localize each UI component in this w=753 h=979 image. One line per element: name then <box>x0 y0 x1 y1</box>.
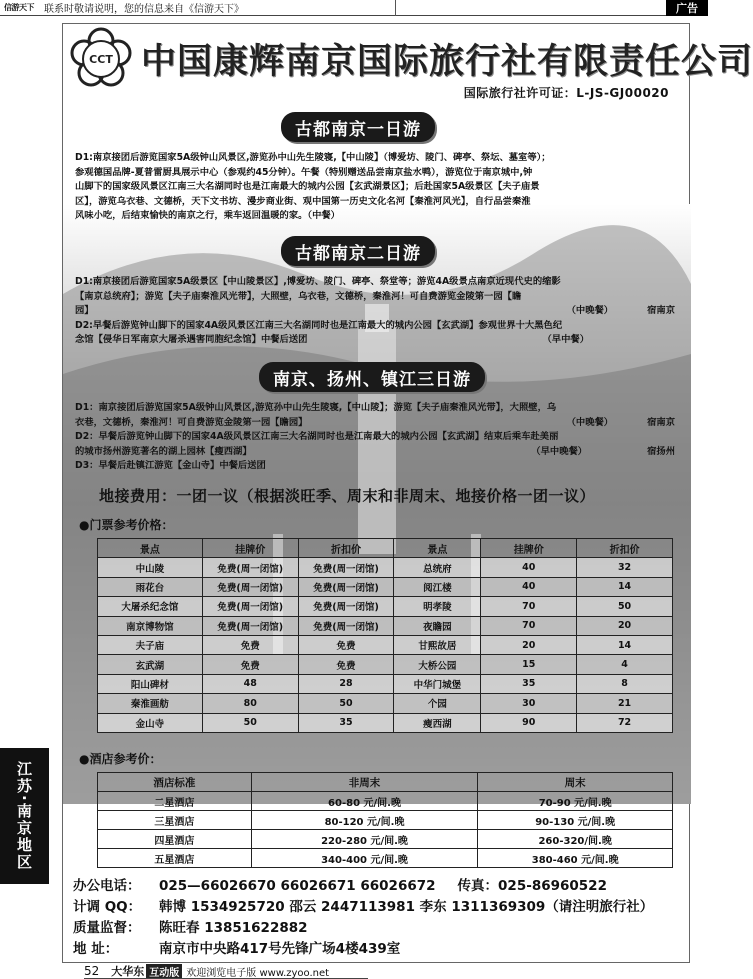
table-cell: 260-320/间.晚 <box>478 830 673 849</box>
hotel-price-table <box>97 772 673 868</box>
fax-label: 传真： <box>457 878 499 894</box>
table-cell: 50 <box>577 597 673 616</box>
company-name: 中国康辉南京国际旅行社有限责任公司 <box>141 42 753 82</box>
table-cell: 50 <box>202 713 298 732</box>
divider <box>395 0 396 16</box>
table-cell: 明孝陵 <box>394 597 481 616</box>
table-cell: 夫子庙 <box>98 635 203 654</box>
phone-row <box>73 876 683 897</box>
table-cell: 大桥公园 <box>394 655 481 674</box>
table-row <box>98 849 673 868</box>
table-cell: 60-80 元/间.晚 <box>251 792 478 811</box>
table-cell: 个园 <box>394 694 481 713</box>
tour1-title: 古都南京一日游 <box>281 112 435 142</box>
table-cell: 70-90 元/间.晚 <box>478 792 673 811</box>
table-cell: 瘦西湖 <box>394 713 481 732</box>
tour3-line: D1：南京接团后游览国家5A级钟山风景区,游览孙中山先生陵寝,【中山陵】；游览【夫子庙秦淮风光带】，大照壁，乌 <box>75 402 557 413</box>
table-cell: 380-460 元/间.晚 <box>478 849 673 868</box>
table-row <box>98 558 673 577</box>
overnight-note: 宿南京 <box>647 305 675 316</box>
tour3-line <box>75 445 675 460</box>
ticket-price-table <box>97 538 673 733</box>
meal-note: （早中晚餐） <box>531 445 588 457</box>
tour2-line <box>75 333 675 348</box>
table-cell: 甘熙故居 <box>394 635 481 654</box>
tour3-itinerary <box>75 401 675 474</box>
address-label: 地 址： <box>73 941 119 957</box>
top-bar <box>0 0 708 16</box>
address-row <box>73 939 683 960</box>
table-cell: 72 <box>577 713 673 732</box>
page-footer <box>0 963 708 979</box>
tour2-line-text: 园】 <box>75 305 94 316</box>
magazine-logo: 信游天下 <box>4 3 34 12</box>
tour2-line: 【南京总统府】；游览【夫子庙秦淮风光带】，大照壁，乌衣巷，文德桥，秦淮河！可自费游览金陵第一园【瞻 <box>75 290 522 302</box>
qq-row <box>73 897 683 918</box>
table-cell: 32 <box>577 558 673 577</box>
table-cell: 21 <box>577 694 673 713</box>
meal-note: （早中餐） <box>542 334 589 345</box>
cct-logo-icon <box>71 28 131 88</box>
table-row <box>98 635 673 654</box>
tour2-line-text: 念馆【侵华日军南京大屠杀遇害同胞纪念馆】中餐后送团 <box>75 334 308 345</box>
table-cell: 30 <box>481 694 577 713</box>
table-cell: 340-400 元/间.晚 <box>251 849 478 868</box>
table-cell: 免费 <box>202 655 298 674</box>
table-cell: 50 <box>298 694 394 713</box>
ad-label: 广告 <box>666 0 708 16</box>
table-cell: 40 <box>481 558 577 577</box>
table-cell: 20 <box>577 616 673 635</box>
table-cell: 中山陵 <box>98 558 203 577</box>
logo-text: CCT <box>89 53 113 66</box>
table-header: 折扣价 <box>577 539 673 558</box>
tour3-line-text: 衣巷，文德桥，秦淮河！可自费游览金陵第一园【瞻园】 <box>75 416 308 428</box>
table-row <box>98 655 673 674</box>
table-cell: 28 <box>298 674 394 693</box>
table-cell: 雨花台 <box>98 577 203 596</box>
table-cell: 中华门城堡 <box>394 674 481 693</box>
table-cell: 90-130 元/间.晚 <box>478 811 673 830</box>
table-header-row <box>98 773 673 792</box>
tour2-line: D2:早餐后游览钟山脚下的国家4A级风景区江南三大名湖同时也是江南最大的城内公园【玄武湖】参观世界十大黑色纪 <box>75 319 563 331</box>
tour3-title: 南京、扬州、镇江三日游 <box>259 362 485 392</box>
table-header: 景点 <box>98 539 203 558</box>
table-header: 挂牌价 <box>202 539 298 558</box>
tour2-line: D1:南京接团后游览国家5A级景区【中山陵景区】,博爱坊、陵门、碑亭、祭堂等；游览4A级景点南京近现代史的缩影 <box>75 276 561 287</box>
table-cell: 70 <box>481 616 577 635</box>
tour1-itinerary <box>75 151 675 224</box>
region-sidebar <box>0 748 49 884</box>
table-cell: 15 <box>481 655 577 674</box>
table-cell: 免费(周一闭馆) <box>298 577 394 596</box>
page-number: 52 <box>84 964 100 978</box>
table-cell: 90 <box>481 713 577 732</box>
table-cell: 免费(周一闭馆) <box>202 616 298 635</box>
quality-label: 质量监督： <box>73 920 141 936</box>
table-cell: 夜瞻园 <box>394 616 481 635</box>
table-cell: 五星酒店 <box>98 849 252 868</box>
table-cell: 80 <box>202 694 298 713</box>
table-cell: 免费 <box>202 635 298 654</box>
table-cell: 金山寺 <box>98 713 203 732</box>
table-cell: 14 <box>577 577 673 596</box>
fax-value: 025-86960522 <box>498 878 607 894</box>
table-cell: 免费(周一闭馆) <box>298 558 394 577</box>
table-cell: 免费(周一闭馆) <box>298 616 394 635</box>
table-header: 景点 <box>394 539 481 558</box>
table-cell: 免费(周一闭馆) <box>202 597 298 616</box>
table-cell: 四星酒店 <box>98 830 252 849</box>
table-cell: 40 <box>481 577 577 596</box>
table-row <box>98 713 673 732</box>
table-row <box>98 811 673 830</box>
table-header: 周末 <box>478 773 673 792</box>
table-row <box>98 830 673 849</box>
table-cell: 阳山碑材 <box>98 674 203 693</box>
hotel-table-body <box>98 792 673 868</box>
table-row <box>98 694 673 713</box>
tour3-line-text: 的城市扬州游览著名的湖上园林【瘦西湖】 <box>75 445 252 457</box>
table-cell: 阅江楼 <box>394 577 481 596</box>
tour2-title: 古都南京二日游 <box>281 236 435 266</box>
ad-panel <box>62 23 753 963</box>
meal-note: （中晚餐） <box>566 305 614 316</box>
table-header: 非周末 <box>251 773 478 792</box>
ticket-heading: ●门票参考价格： <box>79 518 174 532</box>
tour3-line: D2：早餐后游览钟山脚下的国家4A级风景区江南三大名湖同时也是江南最大的城内公园【玄武湖】结束后乘车赴美丽 <box>75 431 559 442</box>
table-cell: 免费 <box>298 655 394 674</box>
qq-value: 韩博 1534925720 邵云 2447113981 李东 1311369309（请注明旅行社） <box>159 899 654 915</box>
tour2-itinerary <box>75 275 675 348</box>
license-number: 国际旅行社许可证：L-JS-GJ00020 <box>463 86 669 100</box>
tour1-line: 参观德国品牌-夏普雷厨具展示中心（参观约45分钟）。午餐（特别赠送品尝南京盐水鸭），游览位于南京城中,钟 <box>75 166 533 178</box>
table-cell: 总统府 <box>394 558 481 577</box>
table-header-row <box>98 539 673 558</box>
ticket-table-body <box>98 558 673 733</box>
table-header: 酒店标准 <box>98 773 252 792</box>
meal-note: （中晚餐） <box>566 416 614 428</box>
local-fee-note: 地接费用：一团一议（根据淡旺季、周末和非周末、地接价格一团一议） <box>99 487 596 505</box>
phone-label: 办公电话： <box>73 878 141 894</box>
table-cell: 35 <box>481 674 577 693</box>
table-cell: 秦淮画舫 <box>98 694 203 713</box>
tour1-line: D1:南京接团后游览国家5A级钟山风景区,游览孙中山先生陵寝,【中山陵】（博爱坊、陵门、碑亭、祭坛、墓室等）； <box>75 152 551 163</box>
table-row <box>98 616 673 635</box>
table-cell: 35 <box>298 713 394 732</box>
footer-website[interactable]: 欢迎浏览电子版 www.zyoo.net <box>186 967 330 979</box>
table-row <box>98 674 673 693</box>
quality-value: 陈旺春 13851622882 <box>159 920 308 936</box>
tour1-line: 风味小吃，后结束愉快的南京之行，乘车返回温暖的家。（中餐） <box>75 210 340 221</box>
table-cell: 免费 <box>298 635 394 654</box>
table-cell: 80-120 元/间.晚 <box>251 811 478 830</box>
footer-brand: 大华东 <box>111 965 145 978</box>
interactive-badge: 互动版 <box>146 964 182 979</box>
table-cell: 免费(周一闭馆) <box>298 597 394 616</box>
qq-label: 计调 QQ： <box>73 899 142 915</box>
table-cell: 4 <box>577 655 673 674</box>
overnight-note: 宿扬州 <box>647 445 675 457</box>
table-cell: 20 <box>481 635 577 654</box>
quality-row <box>73 918 683 939</box>
table-cell: 三星酒店 <box>98 811 252 830</box>
table-cell: 南京博物馆 <box>98 616 203 635</box>
tour3-line <box>75 416 675 431</box>
table-cell: 70 <box>481 597 577 616</box>
table-cell: 免费(周一闭馆) <box>202 577 298 596</box>
table-row <box>98 597 673 616</box>
table-cell: 48 <box>202 674 298 693</box>
table-cell: 玄武湖 <box>98 655 203 674</box>
region-label: 江苏·南京地区 <box>15 761 33 871</box>
tour1-line: 区】，游览乌衣巷、文德桥，天下文书坊、漫步商业街、观中国第一历史文化名河【秦淮河风光】，自行品尝秦淮 <box>75 195 531 207</box>
phone-value: 025—66026670 66026671 66026672 <box>159 878 436 894</box>
table-cell: 免费(周一闭馆) <box>202 558 298 577</box>
table-cell: 二星酒店 <box>98 792 252 811</box>
table-header: 折扣价 <box>298 539 394 558</box>
table-cell: 大屠杀纪念馆 <box>98 597 203 616</box>
contact-block <box>73 876 683 960</box>
table-row <box>98 792 673 811</box>
overnight-note: 宿南京 <box>647 416 675 428</box>
tour3-line: D3：早餐后赴镇江游览【金山寺】中餐后送团 <box>75 460 266 471</box>
table-row <box>98 577 673 596</box>
table-cell: 14 <box>577 635 673 654</box>
tour1-line: 山脚下的国家级风景区江南三大名湖同时也是江南最大的城内公园【玄武湖景区】；后赴国家5A级景区【夫子庙景 <box>75 181 540 192</box>
table-cell: 220-280 元/间.晚 <box>251 830 478 849</box>
tour2-line <box>75 304 675 319</box>
address-value: 南京市中央路417号先锋广场4楼439室 <box>159 941 401 957</box>
table-header: 挂牌价 <box>481 539 577 558</box>
source-notice: 联系时敬请说明，您的信息来自《信游天下》 <box>44 4 244 15</box>
hotel-heading: ●酒店参考价： <box>79 752 162 766</box>
table-cell: 8 <box>577 674 673 693</box>
